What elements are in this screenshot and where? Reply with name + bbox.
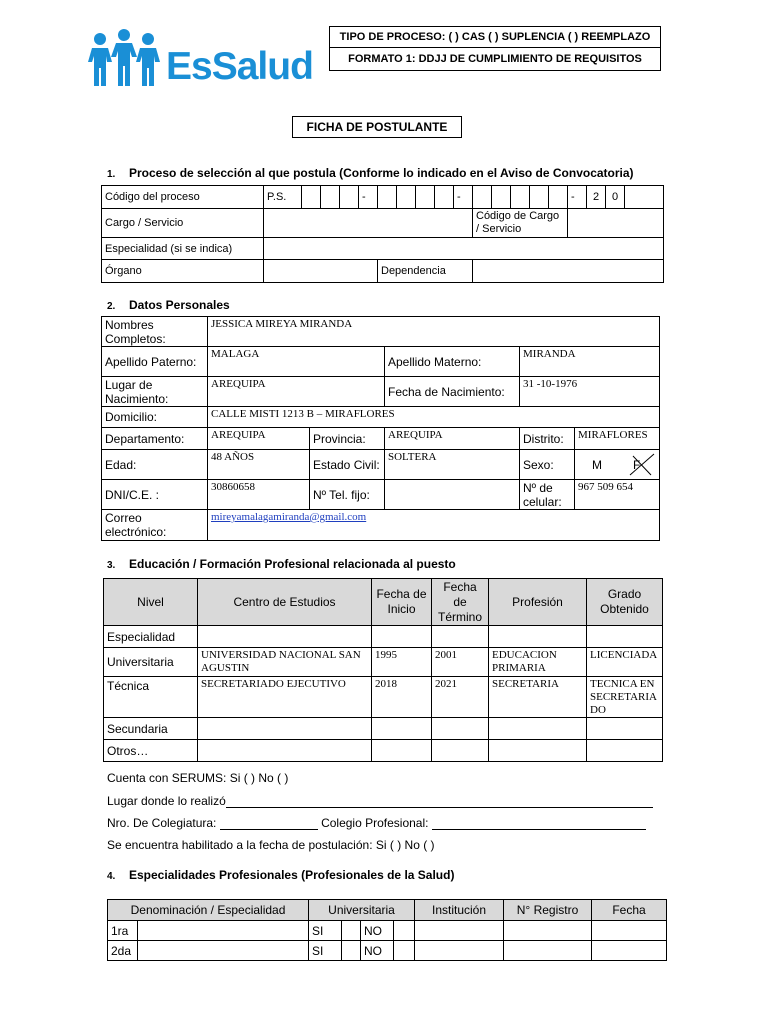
codigo-proceso-label: Código del proceso [102,186,264,209]
process-table [101,185,664,283]
code-box[interactable] [321,186,340,209]
domicilio-label: Domicilio: [102,407,208,428]
code-box[interactable] [302,186,321,209]
edu-termino[interactable] [432,718,489,740]
edu-inicio[interactable] [372,740,432,762]
especialidad-field[interactable] [264,238,664,260]
code-box[interactable] [378,186,397,209]
edu-header-centro: Centro de Estudios [198,579,372,626]
personal-data-table [101,316,660,541]
year-digit-2: 2 [587,186,606,209]
table-row [104,677,663,718]
lugar-nacimiento-value[interactable]: AREQUIPA [208,377,385,407]
code-box[interactable] [416,186,435,209]
edu-header-inicio: Fecha de Inicio [372,579,432,626]
code-dash: - [568,186,587,209]
table-row [108,941,667,961]
edu-centro[interactable] [198,740,372,762]
edu-nivel: Técnica [104,677,198,718]
colegio-field[interactable] [432,817,646,830]
codigo-cargo-field[interactable] [568,209,664,238]
edu-centro[interactable]: SECRETARIADO EJECUTIVO [198,677,372,718]
colegio-label: Colegio Profesional: [321,816,429,830]
spec-si-box[interactable] [342,921,361,941]
edad-label: Edad: [102,450,208,480]
apellido-materno-label: Apellido Materno: [385,347,520,377]
estado-civil-value[interactable]: SOLTERA [385,450,520,480]
domicilio-value[interactable]: CALLE MISTI 1213 B – MIRAFLORES [208,407,660,428]
edu-inicio[interactable] [372,718,432,740]
section1-title: Proceso de selección al que postula (Conforme lo indicado en el Aviso de Convocatoria) [129,166,634,180]
edu-termino[interactable]: 2001 [432,648,489,677]
section4-title: Especialidades Profesionales (Profesionales de la Salud) [129,868,455,882]
spec-no-label: NO [361,921,394,941]
sexo-f: F [633,457,641,472]
code-box[interactable] [473,186,492,209]
edu-termino[interactable] [432,740,489,762]
section3-heading [107,557,456,571]
colegiatura-field[interactable] [220,817,318,830]
distrito-value[interactable]: MIRAFLORES [575,428,660,450]
codigo-cargo-label: Código de Cargo / Servicio [473,209,568,238]
dependencia-field[interactable] [473,260,664,283]
edu-termino[interactable] [432,626,489,648]
edu-nivel: Otros… [104,740,198,762]
section1-heading [107,166,634,180]
dni-label: DNI/C.E. : [102,480,208,510]
provincia-label: Provincia: [310,428,385,450]
logo-text: EsSalud [166,45,313,88]
edu-profesion[interactable] [489,626,587,648]
format-text: FORMATO 1: DDJJ DE CUMPLIMIENTO DE REQUISITOS [348,53,642,65]
spec-row-label: 2da [108,941,138,961]
edu-nivel: Especialidad [104,626,198,648]
distrito-label: Distrito: [520,428,575,450]
organo-label: Órgano [102,260,264,283]
lugar-realizo-field[interactable] [226,795,653,808]
edu-centro[interactable] [198,718,372,740]
code-box[interactable] [397,186,416,209]
spec-no-box[interactable] [394,941,415,961]
spec-fecha-field[interactable] [592,921,667,941]
lugar-realizo-label: Lugar donde lo realizó [107,794,226,808]
edu-profesion[interactable]: SECRETARIA [489,677,587,718]
edu-grado[interactable]: TECNICA EN SECRETARIA DO [587,677,663,718]
spec-row-label: 1ra [108,921,138,941]
dni-value[interactable]: 30860658 [208,480,310,510]
spec-registro-field[interactable] [504,941,592,961]
table-row [108,921,667,941]
edu-grado[interactable] [587,626,663,648]
code-box[interactable] [530,186,549,209]
page-title [292,116,462,138]
celular-label: Nº de celular: [520,480,575,510]
page-title-text: FICHA DE POSTULANTE [306,120,448,134]
nombres-label: Nombres Completos: [102,317,208,347]
spec-header-denominacion: Denominación / Especialidad [108,900,309,921]
ps-label: P.S. [264,186,302,209]
spec-fecha-field[interactable] [592,941,667,961]
edu-nivel: Secundaria [104,718,198,740]
process-type-text: TIPO DE PROCESO: ( ) CAS ( ) SUPLENCIA ( ) REEMPLAZO [339,31,651,43]
section1-number: 1. [107,169,116,180]
spec-registro-field[interactable] [504,921,592,941]
edu-profesion[interactable] [489,718,587,740]
tel-fijo-field[interactable] [385,480,520,510]
estado-civil-label: Estado Civil: [310,450,385,480]
edu-grado[interactable] [587,740,663,762]
sexo-f-cross-mark [627,451,657,479]
edu-header-termino: Fecha de Término [432,579,489,626]
dependencia-label: Dependencia [378,260,473,283]
edu-centro[interactable] [198,626,372,648]
departamento-value[interactable]: AREQUIPA [208,428,310,450]
edu-grado[interactable] [587,718,663,740]
essalud-logo [88,28,313,92]
spec-no-box[interactable] [394,921,415,941]
edu-header-nivel: Nivel [104,579,198,626]
spec-si-box[interactable] [342,941,361,961]
celular-value[interactable]: 967 509 654 [575,480,660,510]
specialties-table [107,899,667,961]
format-box [329,47,661,71]
sexo-label: Sexo: [520,450,575,480]
table-row [104,718,663,740]
colegiatura-label: Nro. De Colegiatura: [107,816,217,830]
spec-institucion-field[interactable] [415,941,504,961]
departamento-label: Departamento: [102,428,208,450]
spec-no-label: NO [361,941,394,961]
code-box[interactable] [435,186,454,209]
organo-field[interactable] [264,260,378,283]
family-icon [88,28,166,92]
code-box[interactable] [492,186,511,209]
sexo-m: M [592,457,602,472]
code-dash: - [454,186,473,209]
tel-fijo-label: Nº Tel. fijo: [310,480,385,510]
lugar-nacimiento-label: Lugar de Nacimiento: [102,377,208,407]
edu-inicio[interactable]: 2018 [372,677,432,718]
colegiatura-line [107,816,646,830]
apellido-paterno-value[interactable]: MALAGA [208,347,385,377]
edu-inicio[interactable] [372,626,432,648]
table-row [104,648,663,677]
code-dash: - [359,186,378,209]
lugar-realizo-line [107,794,653,808]
serums-text: Cuenta con SERUMS: Si ( ) No ( ) [107,771,289,785]
table-row [104,626,663,648]
habilitado-line [107,838,435,852]
provincia-value[interactable]: AREQUIPA [385,428,520,450]
section2-number: 2. [107,301,116,312]
code-box[interactable] [340,186,359,209]
fecha-nacimiento-label: Fecha de Nacimiento: [385,377,520,407]
edad-value[interactable]: 48 AÑOS [208,450,310,480]
especialidad-label: Especialidad (si se indica) [102,238,264,260]
spec-si-label: SI [309,921,342,941]
serums-line [107,771,288,785]
edu-centro[interactable]: UNIVERSIDAD NACIONAL SAN AGUSTIN [198,648,372,677]
table-row [104,740,663,762]
apellido-paterno-label: Apellido Paterno: [102,347,208,377]
edu-header-profesion: Profesión [489,579,587,626]
correo-field[interactable] [208,510,660,541]
cargo-field[interactable] [264,209,473,238]
section2-title: Datos Personales [129,298,230,312]
nombres-value[interactable]: JESSICA MIREYA MIRANDA [208,317,660,347]
section4-heading [107,868,454,882]
spec-denominacion-field[interactable] [138,921,309,941]
education-table [103,578,663,762]
sexo-field[interactable] [575,450,660,480]
year-digit-0: 0 [606,186,625,209]
habilitado-text: Se encuentra habilitado a la fecha de postulación: Si ( ) No ( ) [107,838,435,852]
edu-nivel: Universitaria [104,648,198,677]
spec-header-fecha: Fecha [592,900,667,921]
spec-si-label: SI [309,941,342,961]
edu-termino[interactable]: 2021 [432,677,489,718]
apellido-materno-value[interactable]: MIRANDA [520,347,660,377]
spec-institucion-field[interactable] [415,921,504,941]
cargo-label: Cargo / Servicio [102,209,264,238]
correo-value[interactable]: mireyamalagamiranda@gmail.com [211,511,367,523]
process-type-box [329,26,661,48]
edu-header-grado: Grado Obtenido [587,579,663,626]
edu-grado[interactable]: LICENCIADA [587,648,663,677]
edu-inicio[interactable]: 1995 [372,648,432,677]
fecha-nacimiento-value[interactable]: 31 -10-1976 [520,377,660,407]
code-box[interactable] [549,186,568,209]
spec-denominacion-field[interactable] [138,941,309,961]
code-box[interactable] [511,186,530,209]
spec-header-registro: N° Registro [504,900,592,921]
section3-title: Educación / Formación Profesional relacionada al puesto [129,557,456,571]
section4-number: 4. [107,871,116,882]
section2-heading [107,298,230,312]
spec-header-institucion: Institución [415,900,504,921]
spec-header-universitaria: Universitaria [309,900,415,921]
edu-profesion[interactable]: EDUCACION PRIMARIA [489,648,587,677]
year-box[interactable] [625,186,664,209]
correo-label: Correo electrónico: [102,510,208,541]
section3-number: 3. [107,560,116,571]
edu-profesion[interactable] [489,740,587,762]
